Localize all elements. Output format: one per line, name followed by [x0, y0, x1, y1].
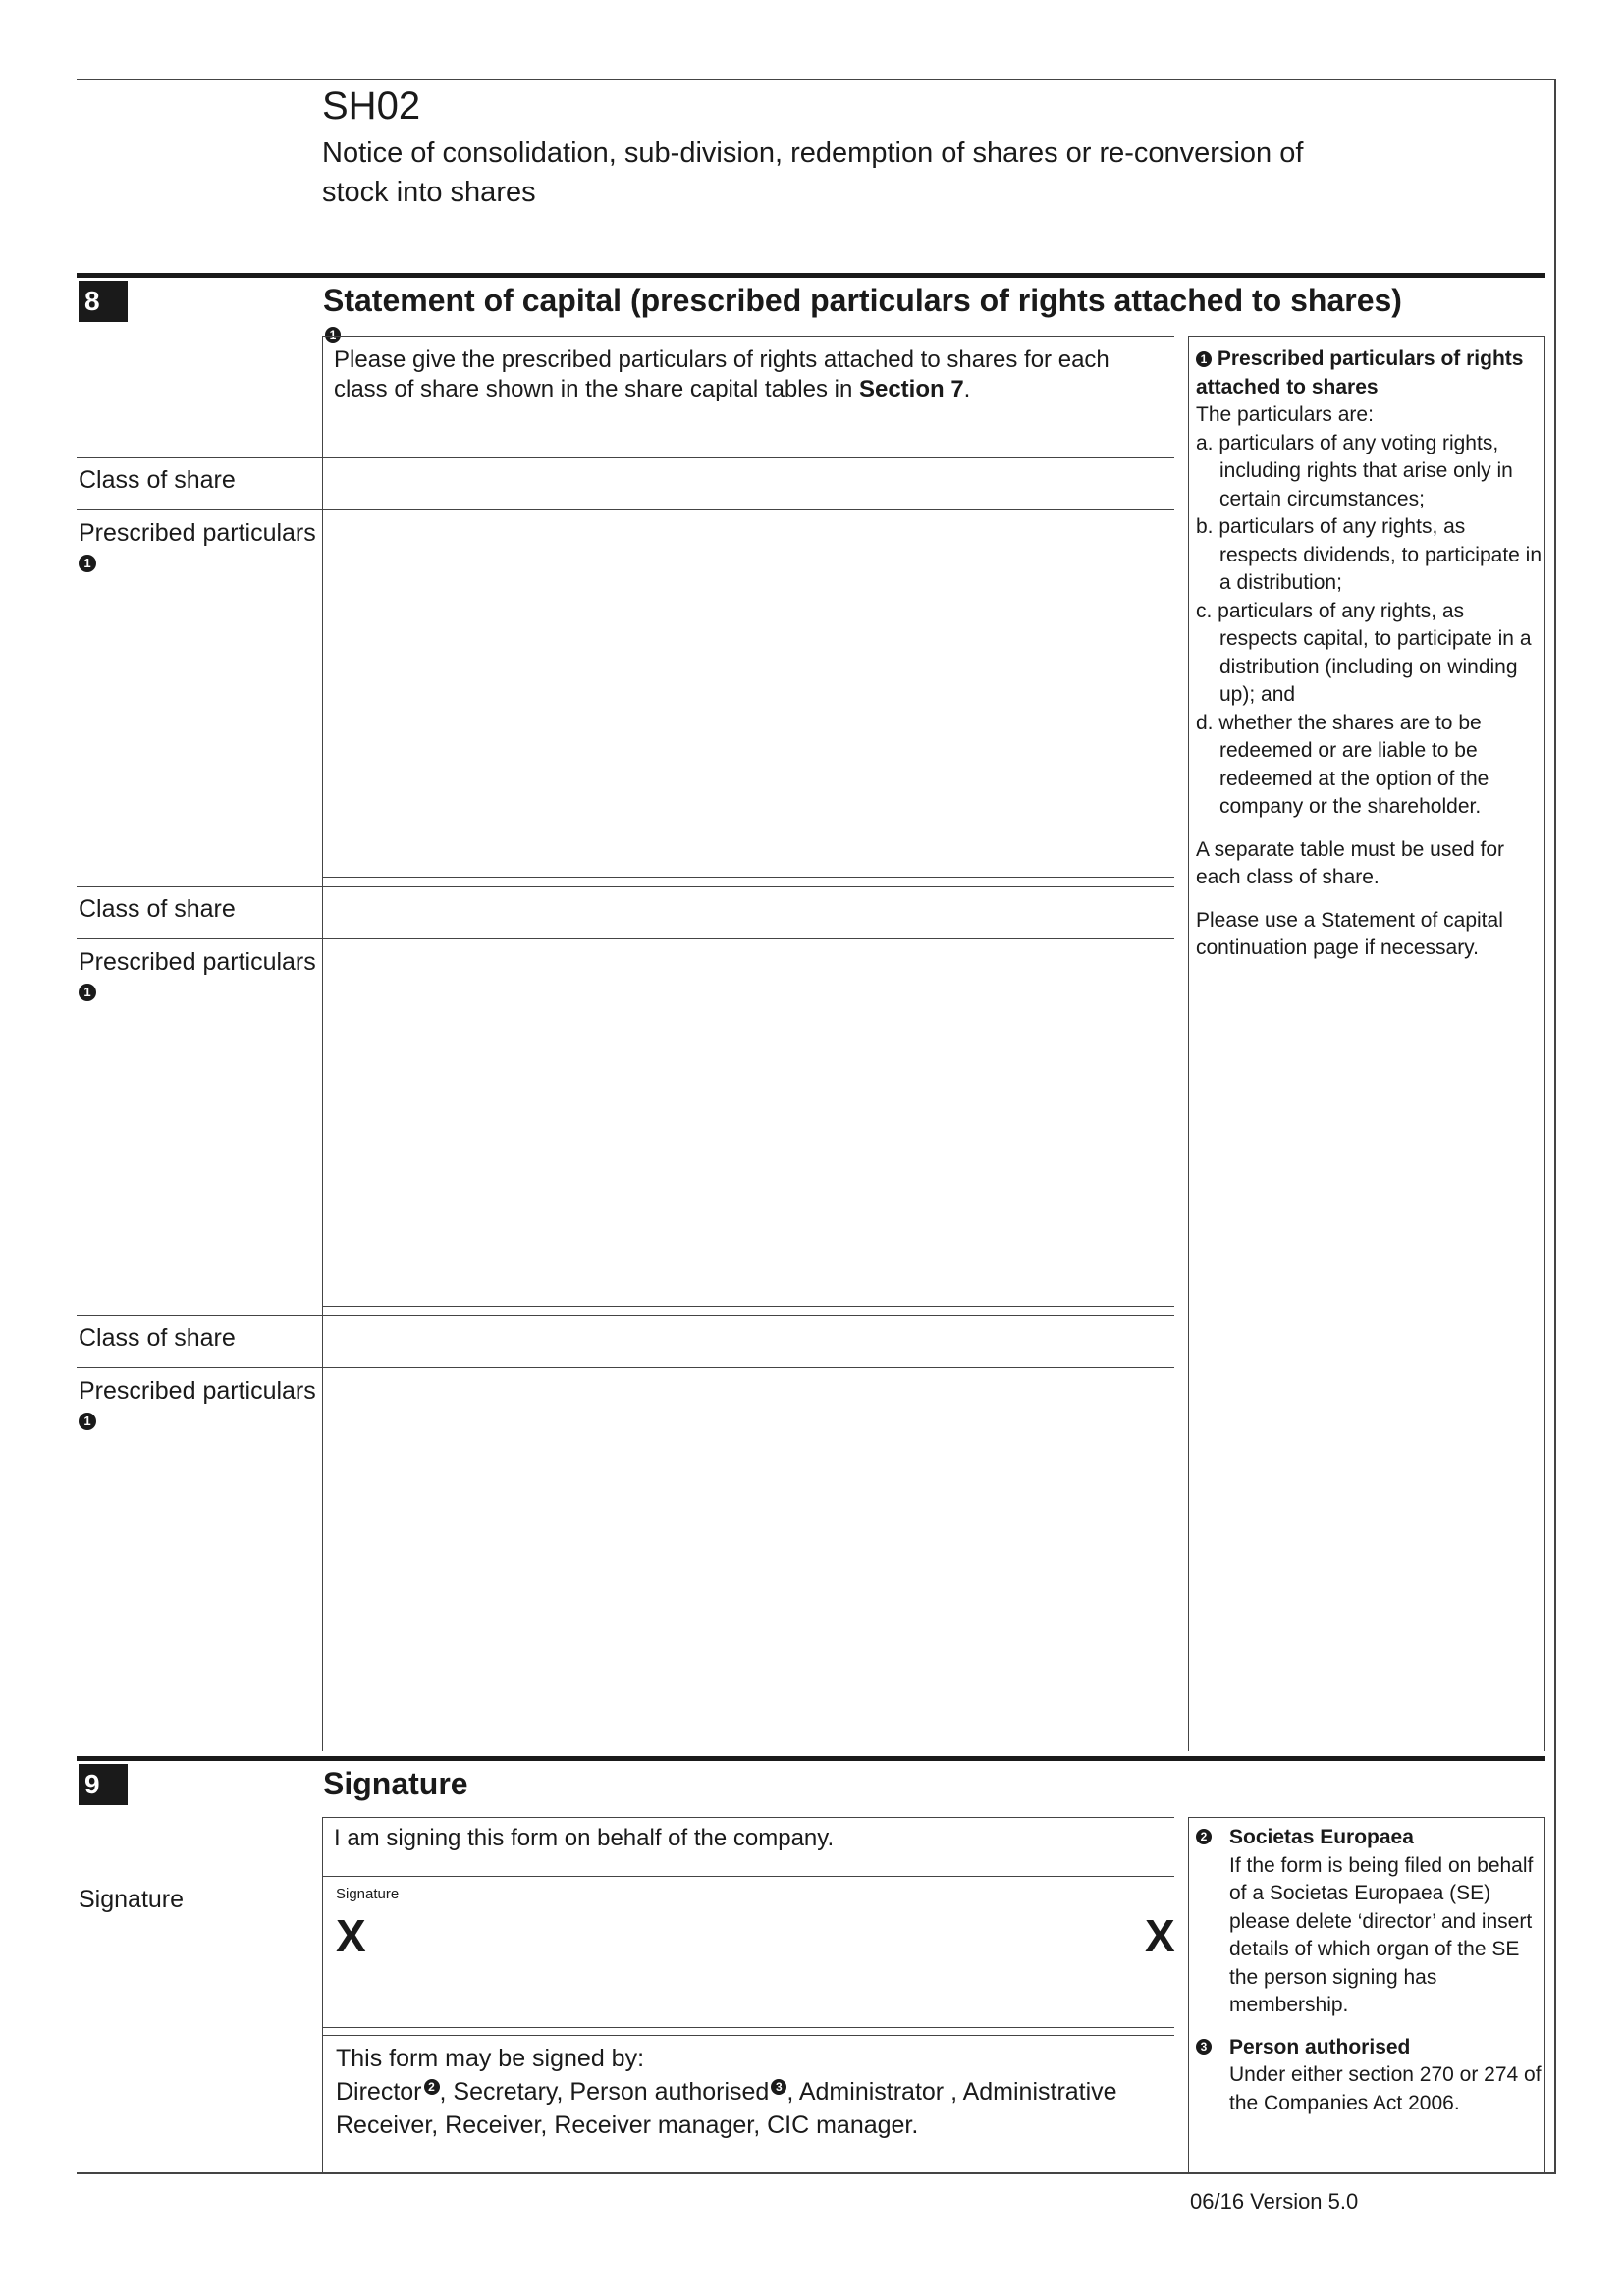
class-of-share-label-1: Class of share	[79, 466, 236, 494]
note-3-icon: 3	[1196, 2039, 1212, 2055]
form-code: SH02	[322, 84, 421, 128]
signed-by-secretary: , Secretary, Person authorised	[439, 2078, 770, 2106]
sig-box-bottom	[322, 2027, 1174, 2028]
note-1-icon: 1	[79, 984, 96, 1001]
right-rule	[1554, 79, 1556, 2173]
signed-by-others: , Administrator , Administrative Receiver, Receiver, Receiver manager, CIC manager.	[336, 2078, 1117, 2139]
sig-mid-rule	[1188, 1817, 1189, 2172]
side-note-item-b: b. particulars of any rights, as respects dividends, to participate in a distribution;	[1196, 515, 1543, 594]
section9-title: Signature	[323, 1766, 468, 1801]
row2-class-top	[77, 886, 1174, 887]
mid-col-rule	[1188, 336, 1189, 1751]
section8-rule	[77, 273, 1545, 278]
row1-part-bottom	[322, 877, 1174, 878]
side-note-1-heading	[1196, 346, 1545, 401]
instruction-text: Please give the prescribed particulars of rights attached to shares for each class of share shown in the share capital tables in	[334, 347, 1110, 402]
section8-instruction	[334, 346, 1168, 404]
side-note-3-title: Person authorised	[1229, 2035, 1411, 2058]
prescribed-particulars-text-3: Prescribed particulars	[79, 1377, 316, 1405]
instruction-section-ref: Section 7	[858, 376, 964, 402]
prescribed-particulars-input-3[interactable]	[324, 1369, 1172, 1748]
sig-left-rule	[322, 1817, 323, 2172]
side-top	[1188, 336, 1545, 337]
signed-by-director: Director	[336, 2078, 422, 2106]
signedby-top	[322, 2035, 1174, 2036]
prescribed-particulars-label-1	[79, 518, 316, 577]
top-rule	[77, 79, 1555, 80]
prescribed-particulars-input-1[interactable]	[324, 511, 1172, 875]
row2-part-bottom	[322, 1306, 1174, 1307]
signature-box-caption: Signature	[336, 1886, 400, 1902]
instr-top	[322, 336, 1174, 337]
row3-class-top	[77, 1315, 1174, 1316]
form-version: 06/16 Version 5.0	[1190, 2189, 1359, 2214]
side-note-item-a: a. particulars of any voting rights, including rights that arise only in certain circumstances;	[1196, 431, 1513, 510]
class-of-share-label-3: Class of share	[79, 1324, 236, 1352]
signed-by-heading: This form may be signed by:	[336, 2045, 645, 2072]
note-1-icon: 1	[79, 1413, 96, 1430]
sig-side-top	[1188, 1817, 1545, 1818]
sign-here-right-icon: X	[1145, 1910, 1175, 1961]
section9-number: 9	[79, 1764, 128, 1805]
side-note-societas-europaea	[1196, 1824, 1545, 2117]
side-note-1-para1: A separate table must be used for each class of share.	[1196, 837, 1505, 888]
side-note-1-list	[1196, 430, 1545, 822]
side-note-prescribed-particulars	[1196, 346, 1545, 963]
sign-here-left-icon: X	[336, 1910, 366, 1961]
section9-rule	[77, 1756, 1545, 1761]
class-of-share-input-1[interactable]	[324, 459, 1172, 508]
section8-number: 8	[79, 281, 128, 322]
row2-class-bottom	[77, 938, 1174, 939]
note-2-icon: 2	[424, 2079, 440, 2095]
left-col-rule	[322, 336, 323, 1751]
sig-statement-bottom	[322, 1876, 1174, 1877]
side-note-item-d: d. whether the shares are to be redeemed or are liable to be redeemed at the option of the company or the shareholder.	[1196, 711, 1489, 818]
side-note-person-authorised	[1196, 2034, 1545, 2118]
side-note-2-text: If the form is being filed on behalf of a Societas Europaea (SE) please delete ‘director’ and insert details of which organ of the SE the person signing has membership.	[1229, 1853, 1534, 2016]
prescribed-particulars-input-2[interactable]	[324, 940, 1172, 1304]
prescribed-particulars-text-1: Prescribed particulars	[79, 519, 316, 547]
side-note-3-text: Under either section 270 or 274 of the Companies Act 2006.	[1229, 2063, 1542, 2114]
signature-input[interactable]	[324, 1878, 1174, 2025]
side-note-1-title: Prescribed particulars of rights attached to shares	[1196, 347, 1524, 399]
prescribed-particulars-label-2	[79, 947, 316, 1006]
section8-title-text: Statement of capital (prescribed particulars of rights attached to shares)	[323, 283, 1402, 318]
row1-class-top	[77, 457, 1174, 458]
signature-label: Signature	[79, 1886, 185, 1913]
row1-class-bottom	[77, 509, 1174, 510]
class-of-share-input-2[interactable]	[324, 888, 1172, 937]
side-note-1-para2: Please use a Statement of capital continuation page if necessary.	[1196, 908, 1503, 959]
note-3-icon: 3	[771, 2079, 786, 2095]
signing-statement: I am signing this form on behalf of the company.	[334, 1825, 835, 1851]
side-note-2-title: Societas Europaea	[1229, 1826, 1414, 1848]
class-of-share-input-3[interactable]	[324, 1317, 1172, 1366]
signed-by-text	[336, 2042, 1161, 2142]
side-note-item-c: c. particulars of any rights, as respects capital, to participate in a distribution (including on winding up); and	[1196, 599, 1532, 706]
row3-class-bottom	[77, 1367, 1174, 1368]
form-title: Notice of consolidation, sub-division, redemption of shares or re-conversion of stock into shares	[322, 137, 1304, 208]
note-1-icon: 1	[1196, 351, 1212, 367]
bottom-rule	[77, 2172, 1556, 2174]
prescribed-particulars-text-2: Prescribed particulars	[79, 948, 316, 976]
prescribed-particulars-label-3	[79, 1376, 316, 1435]
instruction-end: .	[963, 376, 971, 402]
side-note-1-intro: The particulars are:	[1196, 403, 1374, 426]
sig-statement-top	[322, 1817, 1174, 1818]
note-2-icon: 2	[1196, 1829, 1212, 1844]
note-1-icon: 1	[79, 555, 96, 572]
class-of-share-label-2: Class of share	[79, 895, 236, 923]
